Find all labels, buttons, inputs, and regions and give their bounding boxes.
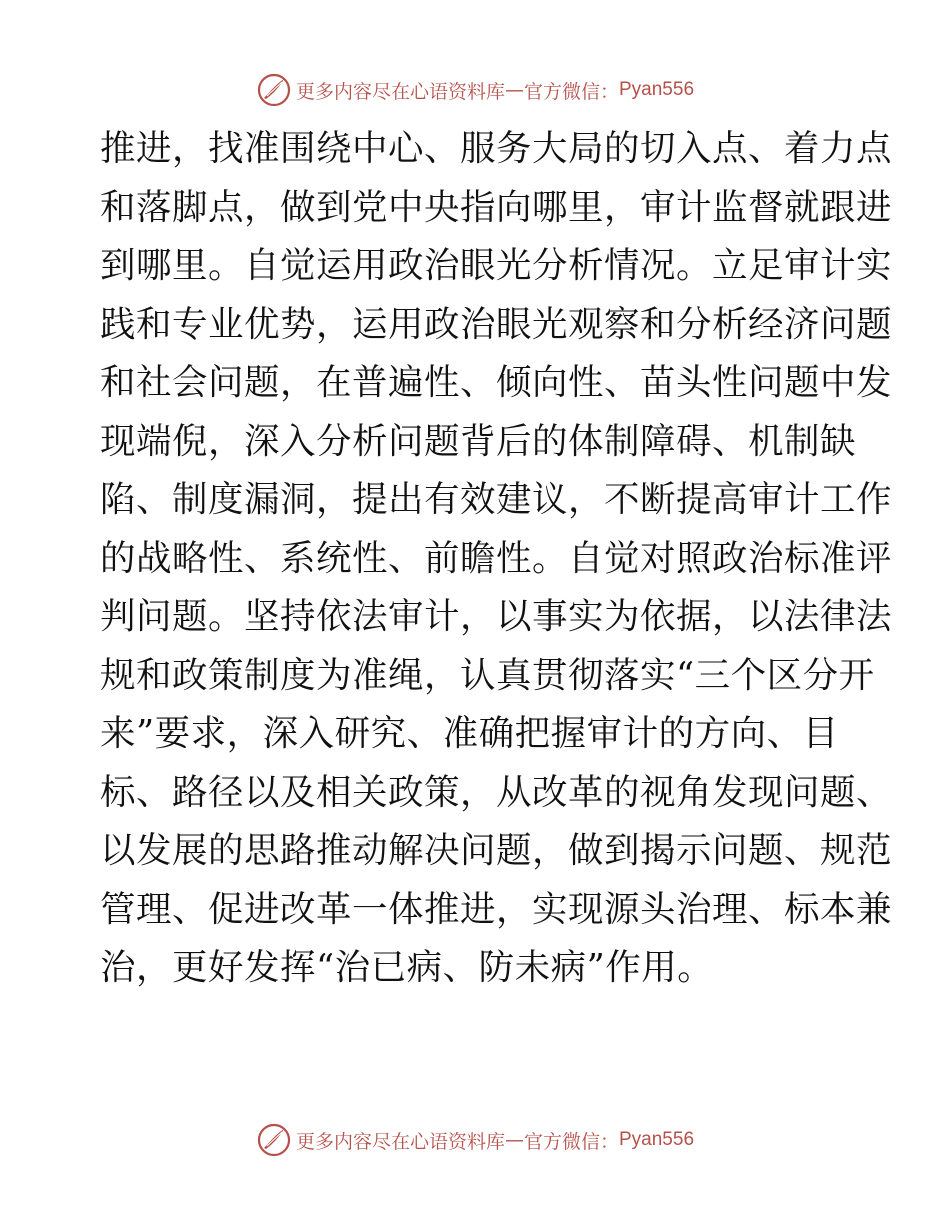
text-line: 治，更好发挥“治已病、防未病”作用。	[100, 947, 714, 988]
text-line: 的战略性、系统性、前瞻性。自觉对照政治标准评	[100, 537, 893, 579]
text-line: 和社会问题，在普遍性、倾向性、苗头性问题中发	[100, 362, 893, 403]
text-line: 和落脚点，做到党中央指向哪里，审计监督就跟进	[100, 186, 893, 228]
watermark-wechat-id: Pyan556	[619, 1129, 695, 1150]
text-line: 现端倪，深入分析问题背后的体制障碍、机制缺	[100, 420, 857, 462]
document-body	[100, 120, 893, 998]
text-line: 到哪里。自觉运用政治眼光分析情况。立足审计实	[100, 245, 893, 286]
text-line: 以发展的思路推动解决问题，做到揭示问题、规范	[100, 830, 893, 871]
watermark-text: 更多内容尽在心语资料库	[295, 1130, 505, 1153]
feather-pen-logo-icon	[256, 1122, 292, 1158]
text-line: 推进，找准围绕中心、服务大局的切入点、着力点	[100, 128, 893, 169]
text-line: 标、路径以及相关政策，从改革的视角发现问题、	[100, 771, 893, 813]
watermark-official-label: 官方微信：	[523, 80, 619, 103]
text-line: 陷、制度漏洞，提出有效建议，不断提高审计工作	[100, 479, 893, 520]
text-line: 来”要求，深入研究、准确把握审计的方向、目	[100, 713, 839, 754]
watermark-text: 更多内容尽在心语资料库	[295, 80, 505, 103]
watermark-separator: —	[504, 79, 524, 101]
header-watermark	[0, 70, 950, 110]
feather-pen-logo-icon	[256, 72, 292, 108]
watermark-wechat-id: Pyan556	[619, 79, 695, 100]
watermark-separator: —	[504, 1129, 524, 1151]
watermark-official-label: 官方微信：	[523, 1130, 619, 1153]
text-line: 管理、促进改革一体推进，实现源头治理、标本兼	[100, 888, 893, 930]
text-line: 判问题。坚持依法审计，以事实为依据，以法律法	[100, 596, 893, 637]
text-line: 规和政策制度为准绳，认真贯彻落实“三个区分开	[100, 654, 875, 696]
text-line: 践和专业优势，运用政治眼光观察和分析经济问题	[100, 303, 893, 345]
footer-watermark	[0, 1120, 950, 1160]
